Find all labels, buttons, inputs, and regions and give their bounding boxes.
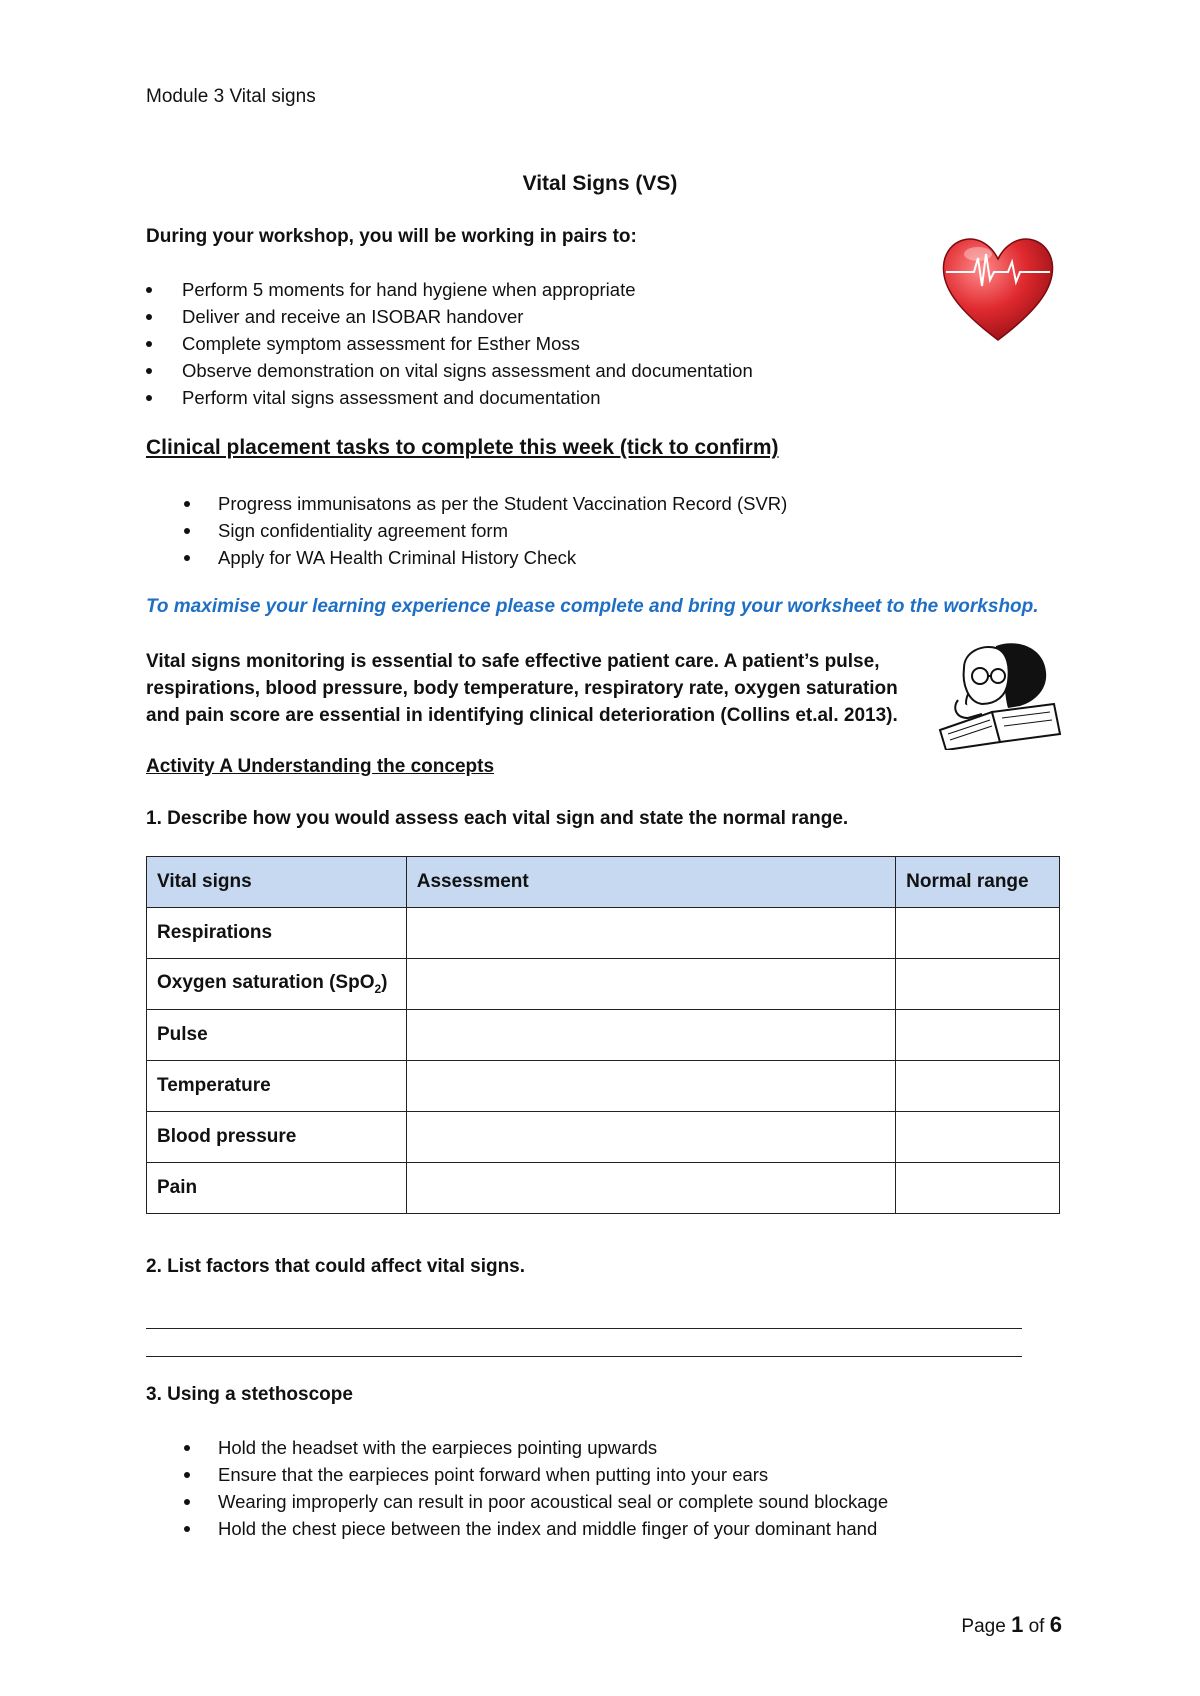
table-row bbox=[147, 1112, 1060, 1163]
assessment-cell[interactable] bbox=[406, 1163, 895, 1214]
vital-sign-cell: Respirations bbox=[147, 908, 407, 959]
question-1: 1. Describe how you would assess each vital sign and state the normal range. bbox=[146, 808, 849, 829]
normal-range-cell[interactable] bbox=[896, 1163, 1060, 1214]
list-item: Observe demonstration on vital signs assessment and documentation bbox=[182, 357, 753, 384]
bullet-icon bbox=[184, 528, 190, 534]
question-2: 2. List factors that could affect vital signs. bbox=[146, 1256, 526, 1277]
list-item: Apply for WA Health Criminal History Check bbox=[218, 544, 787, 571]
vital-signs-table bbox=[146, 856, 1060, 1214]
column-header: Assessment bbox=[406, 857, 895, 908]
list-item: Sign confidentiality agreement form bbox=[218, 517, 787, 544]
workshop-task-list bbox=[182, 276, 753, 411]
vital-sign-cell: Pain bbox=[147, 1163, 407, 1214]
table-row bbox=[147, 959, 1060, 1010]
page-number: 1 bbox=[1011, 1612, 1024, 1637]
page-word: Page bbox=[961, 1616, 1006, 1637]
answer-line[interactable] bbox=[146, 1356, 1022, 1357]
vital-sign-cell: Oxygen saturation (SpO$_2$) bbox=[147, 959, 407, 1010]
list-item: Ensure that the earpieces point forward when putting into your ears bbox=[218, 1461, 888, 1488]
table-row bbox=[147, 1010, 1060, 1061]
placement-task-list bbox=[218, 490, 787, 571]
running-header: Module 3 Vital signs bbox=[146, 86, 316, 107]
placement-heading: Clinical placement tasks to complete this week (tick to confirm) bbox=[146, 436, 779, 459]
list-item: Hold the chest piece between the index and middle finger of your dominant hand bbox=[218, 1515, 888, 1542]
list-item: Wearing improperly can result in poor acoustical seal or complete sound blockage bbox=[218, 1488, 888, 1515]
bullet-icon bbox=[146, 368, 152, 374]
page-total: 6 bbox=[1049, 1612, 1062, 1637]
list-item: Progress immunisatons as per the Student Vaccination Record (SVR) bbox=[218, 490, 787, 517]
answer-line[interactable] bbox=[146, 1328, 1022, 1329]
page-title: Vital Signs (VS) bbox=[522, 172, 678, 195]
bullet-icon bbox=[146, 314, 152, 320]
normal-range-cell[interactable] bbox=[896, 1112, 1060, 1163]
table-row bbox=[147, 1163, 1060, 1214]
question-3: 3. Using a stethoscope bbox=[146, 1384, 353, 1405]
vital-sign-cell: Temperature bbox=[147, 1061, 407, 1112]
bullet-icon bbox=[146, 341, 152, 347]
assessment-cell[interactable] bbox=[406, 1061, 895, 1112]
page-footer bbox=[961, 1612, 1062, 1638]
bullet-icon bbox=[146, 287, 152, 293]
normal-range-cell[interactable] bbox=[896, 1010, 1060, 1061]
normal-range-cell[interactable] bbox=[896, 1061, 1060, 1112]
vital-sign-cell: Blood pressure bbox=[147, 1112, 407, 1163]
bullet-icon bbox=[184, 501, 190, 507]
assessment-cell[interactable] bbox=[406, 1112, 895, 1163]
of-word: of bbox=[1028, 1616, 1045, 1637]
person-reading-book-icon bbox=[934, 638, 1064, 750]
table-header-row bbox=[147, 857, 1060, 908]
heart-icon bbox=[938, 228, 1058, 346]
column-header: Vital signs bbox=[147, 857, 407, 908]
assessment-cell[interactable] bbox=[406, 959, 895, 1010]
list-item: Complete symptom assessment for Esther Moss bbox=[182, 330, 753, 357]
list-item: Deliver and receive an ISOBAR handover bbox=[182, 303, 753, 330]
vital-sign-cell: Pulse bbox=[147, 1010, 407, 1061]
bullet-icon bbox=[184, 1445, 190, 1451]
stethoscope-step-list bbox=[218, 1434, 888, 1542]
activity-heading: Activity A Understanding the concepts bbox=[146, 756, 495, 777]
list-item: Perform 5 moments for hand hygiene when appropriate bbox=[182, 276, 753, 303]
assessment-cell[interactable] bbox=[406, 1010, 895, 1061]
bullet-icon bbox=[184, 555, 190, 561]
bullet-icon bbox=[146, 395, 152, 401]
table-row bbox=[147, 908, 1060, 959]
bullet-icon bbox=[184, 1472, 190, 1478]
normal-range-cell[interactable] bbox=[896, 908, 1060, 959]
bullet-icon bbox=[184, 1526, 190, 1532]
vital-signs-paragraph: Vital signs monitoring is essential to safe effective patient care. A patient’s pulse, respirations, blood pressure, body temperature, respiratory rate, oxygen saturation and pain score are essential in identifying clinical deterioration (Collins et.al. 2013). bbox=[146, 651, 898, 726]
intro-text: During your workshop, you will be working in pairs to: bbox=[146, 226, 637, 247]
bullet-icon bbox=[184, 1499, 190, 1505]
assessment-cell[interactable] bbox=[406, 908, 895, 959]
list-item: Hold the headset with the earpieces pointing upwards bbox=[218, 1434, 888, 1461]
normal-range-cell[interactable] bbox=[896, 959, 1060, 1010]
motivation-note: To maximise your learning experience please complete and bring your worksheet to the workshop. bbox=[146, 596, 1039, 617]
list-item: Perform vital signs assessment and documentation bbox=[182, 384, 753, 411]
column-header: Normal range bbox=[896, 857, 1060, 908]
table-row bbox=[147, 1061, 1060, 1112]
